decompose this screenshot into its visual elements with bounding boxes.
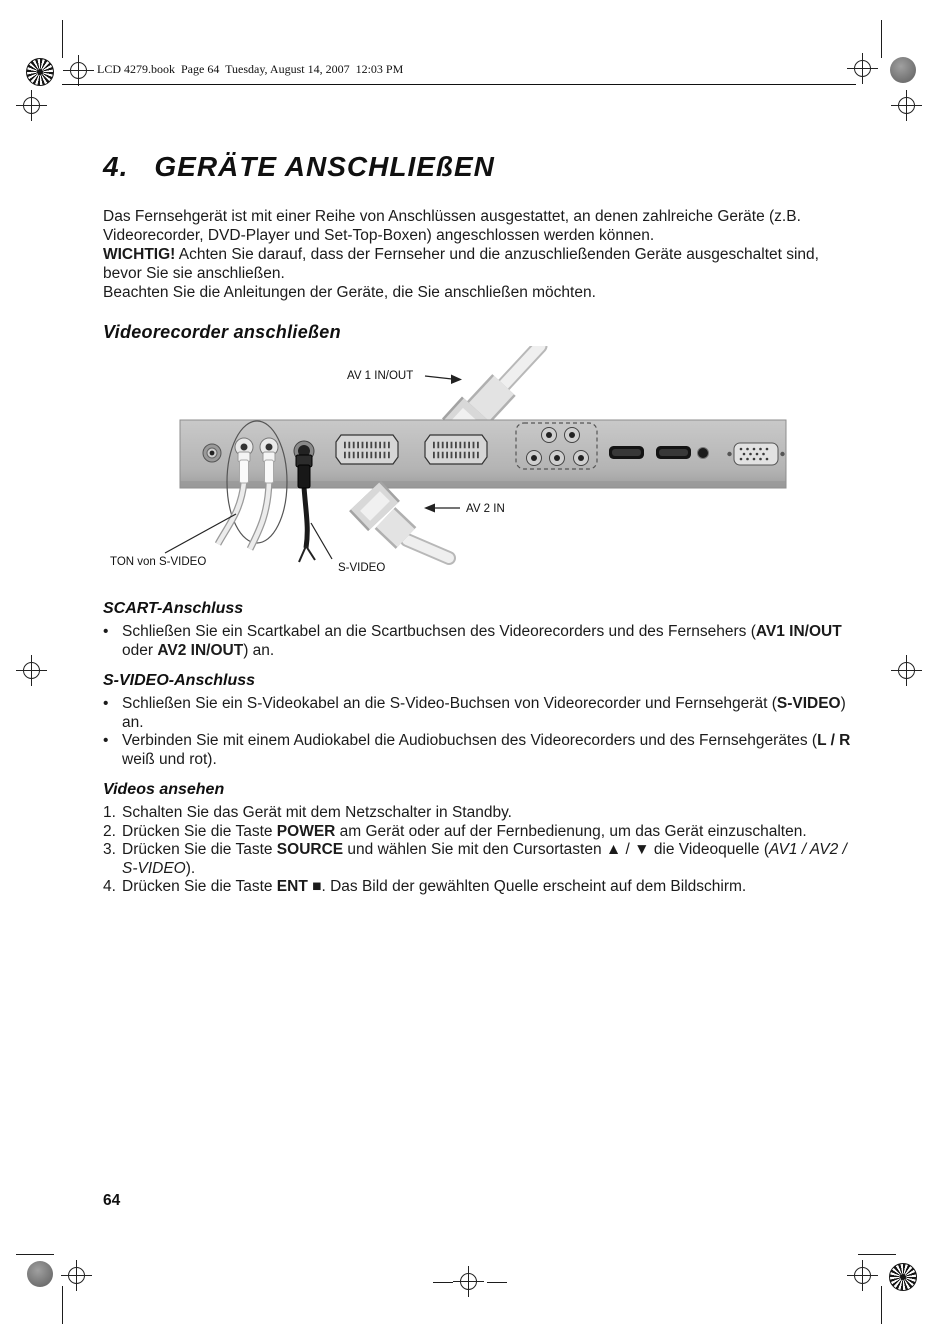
registration-target-icon bbox=[460, 1273, 477, 1290]
rear-panel-diagram bbox=[103, 346, 803, 586]
paragraph: Beachten Sie die Anleitungen der Geräte, die Sie anschließen möchten. bbox=[103, 284, 596, 301]
crop-mark bbox=[62, 20, 63, 58]
leader-line bbox=[311, 523, 332, 559]
arrow-head-left-icon bbox=[424, 504, 435, 513]
registration-target-icon bbox=[23, 662, 40, 679]
heading-videorecorder: Videorecorder anschließen bbox=[103, 322, 341, 342]
scart-cable-av2 bbox=[365, 496, 449, 558]
svideo-jack-and-cable bbox=[294, 441, 315, 562]
registration-target-icon bbox=[70, 62, 87, 79]
arrow-line bbox=[425, 376, 452, 379]
gray-dot-mark bbox=[890, 57, 916, 83]
list-item-text: Drücken Sie die Taste ENT ■. Das Bild der gewählten Quelle erscheint auf dem Bildschirm. bbox=[122, 878, 747, 895]
bullet-marker: • bbox=[103, 623, 109, 640]
diagram-label-av1: AV 1 IN/OUT bbox=[347, 370, 414, 382]
videos-steps-list bbox=[103, 804, 855, 897]
scart-list bbox=[103, 623, 855, 660]
list-item bbox=[103, 623, 855, 660]
item-number: 4. bbox=[103, 878, 116, 895]
list-item-text: Drücken Sie die Taste SOURCE und wählen Sie mit den Cursortasten ▲ / ▼ die Videoquelle (AV1 / AV2 / S-VIDEO). bbox=[122, 841, 847, 877]
registration-target-icon bbox=[898, 662, 915, 679]
paragraph-important: WICHTIG! Achten Sie darauf, dass der Fernseher und die anzuschließenden Geräte ausgeschaltet sind, bevor Sie sie anschließen. bbox=[103, 246, 819, 282]
bullet-marker: • bbox=[103, 732, 109, 749]
list-item-text: Verbinden Sie mit einem Audiokabel die Audiobuchsen des Videorecorders und des Fernsehgerätes (L / R weiß und rot). bbox=[122, 732, 851, 768]
registration-star-icon bbox=[889, 1263, 917, 1291]
diagram-label-av2: AV 2 IN bbox=[466, 503, 505, 515]
label-av2 bbox=[424, 503, 505, 515]
registration-target-icon bbox=[23, 97, 40, 114]
content-column bbox=[103, 148, 855, 897]
connection-diagram bbox=[103, 346, 803, 584]
list-item bbox=[103, 695, 855, 732]
section-number: 4. bbox=[103, 151, 129, 182]
scart-socket-2 bbox=[425, 435, 487, 464]
paragraph: Das Fernsehgerät ist mit einer Reihe von Anschlüssen ausgestattet, an denen zahlreiche Geräte (z.B. Videorecorder, DVD-Player und Set-Top-Boxen) angeschlossen werden können. bbox=[103, 208, 801, 244]
registration-target-icon bbox=[898, 97, 915, 114]
registration-target-icon bbox=[68, 1267, 85, 1284]
list-item bbox=[103, 804, 855, 823]
label-svideo bbox=[311, 523, 385, 574]
crop-mark bbox=[16, 1254, 54, 1255]
arrow-head-right-icon bbox=[451, 375, 462, 385]
scart-socket-1 bbox=[336, 435, 398, 464]
item-number: 2. bbox=[103, 822, 116, 840]
audio-mini-jack bbox=[698, 448, 709, 459]
diagram-label-svideo: S-VIDEO bbox=[338, 562, 386, 574]
list-item-text: Schließen Sie ein Scartkabel an die Scartbuchsen des Videorecorders und des Fernsehers (AV1 IN/OUT oder AV2 IN/OUT) an. bbox=[122, 623, 842, 659]
heading-scart: SCART-Anschluss bbox=[103, 600, 244, 617]
label-av1 bbox=[347, 370, 462, 384]
gray-dot-mark bbox=[27, 1261, 53, 1287]
crop-mark bbox=[881, 20, 882, 58]
crop-mark bbox=[858, 1254, 896, 1255]
svideo-list bbox=[103, 695, 855, 769]
list-item-text: Schließen Sie ein S-Videokabel an die S-Video-Buchsen von Videorecorder und Fernsehgerät (S-VIDEO) an. bbox=[122, 695, 846, 731]
heading-svideo: S-VIDEO-Anschluss bbox=[103, 672, 256, 689]
page-title bbox=[103, 148, 855, 183]
registration-target-icon bbox=[854, 60, 871, 77]
crop-mark bbox=[62, 1286, 63, 1324]
list-item-text: Drücken Sie die Taste POWER am Gerät oder auf der Fernbedienung, um das Gerät einzuschalten. bbox=[122, 822, 807, 840]
list-item bbox=[103, 878, 855, 897]
registration-star-icon bbox=[26, 58, 54, 86]
header-rule bbox=[62, 84, 856, 85]
section-title-text: GERÄTE ANSCHLIEßEN bbox=[154, 151, 495, 182]
mini-jack bbox=[203, 444, 221, 462]
crop-mark bbox=[881, 1286, 882, 1324]
list-item-text: Schalten Sie das Gerät mit dem Netzschalter in Standby. bbox=[122, 804, 512, 821]
page-number: 64 bbox=[103, 1192, 121, 1209]
intro-block bbox=[103, 207, 855, 302]
list-item bbox=[103, 841, 855, 878]
hdmi-port-2 bbox=[656, 446, 691, 459]
print-header: LCD 4279.book Page 64 Tuesday, August 14, 2007 12:03 PM bbox=[97, 62, 404, 76]
list-item bbox=[103, 823, 855, 842]
bullet-marker: • bbox=[103, 695, 109, 712]
crop-mark bbox=[433, 1282, 453, 1283]
diagram-label-ton: TON von S-VIDEO bbox=[110, 556, 207, 568]
item-number: 1. bbox=[103, 804, 116, 821]
heading-videos: Videos ansehen bbox=[103, 781, 225, 798]
crop-mark bbox=[487, 1282, 507, 1283]
list-item bbox=[103, 732, 855, 769]
hdmi-port-1 bbox=[609, 446, 644, 459]
item-number: 3. bbox=[103, 841, 116, 858]
vga-port bbox=[727, 443, 784, 465]
registration-target-icon bbox=[854, 1267, 871, 1284]
